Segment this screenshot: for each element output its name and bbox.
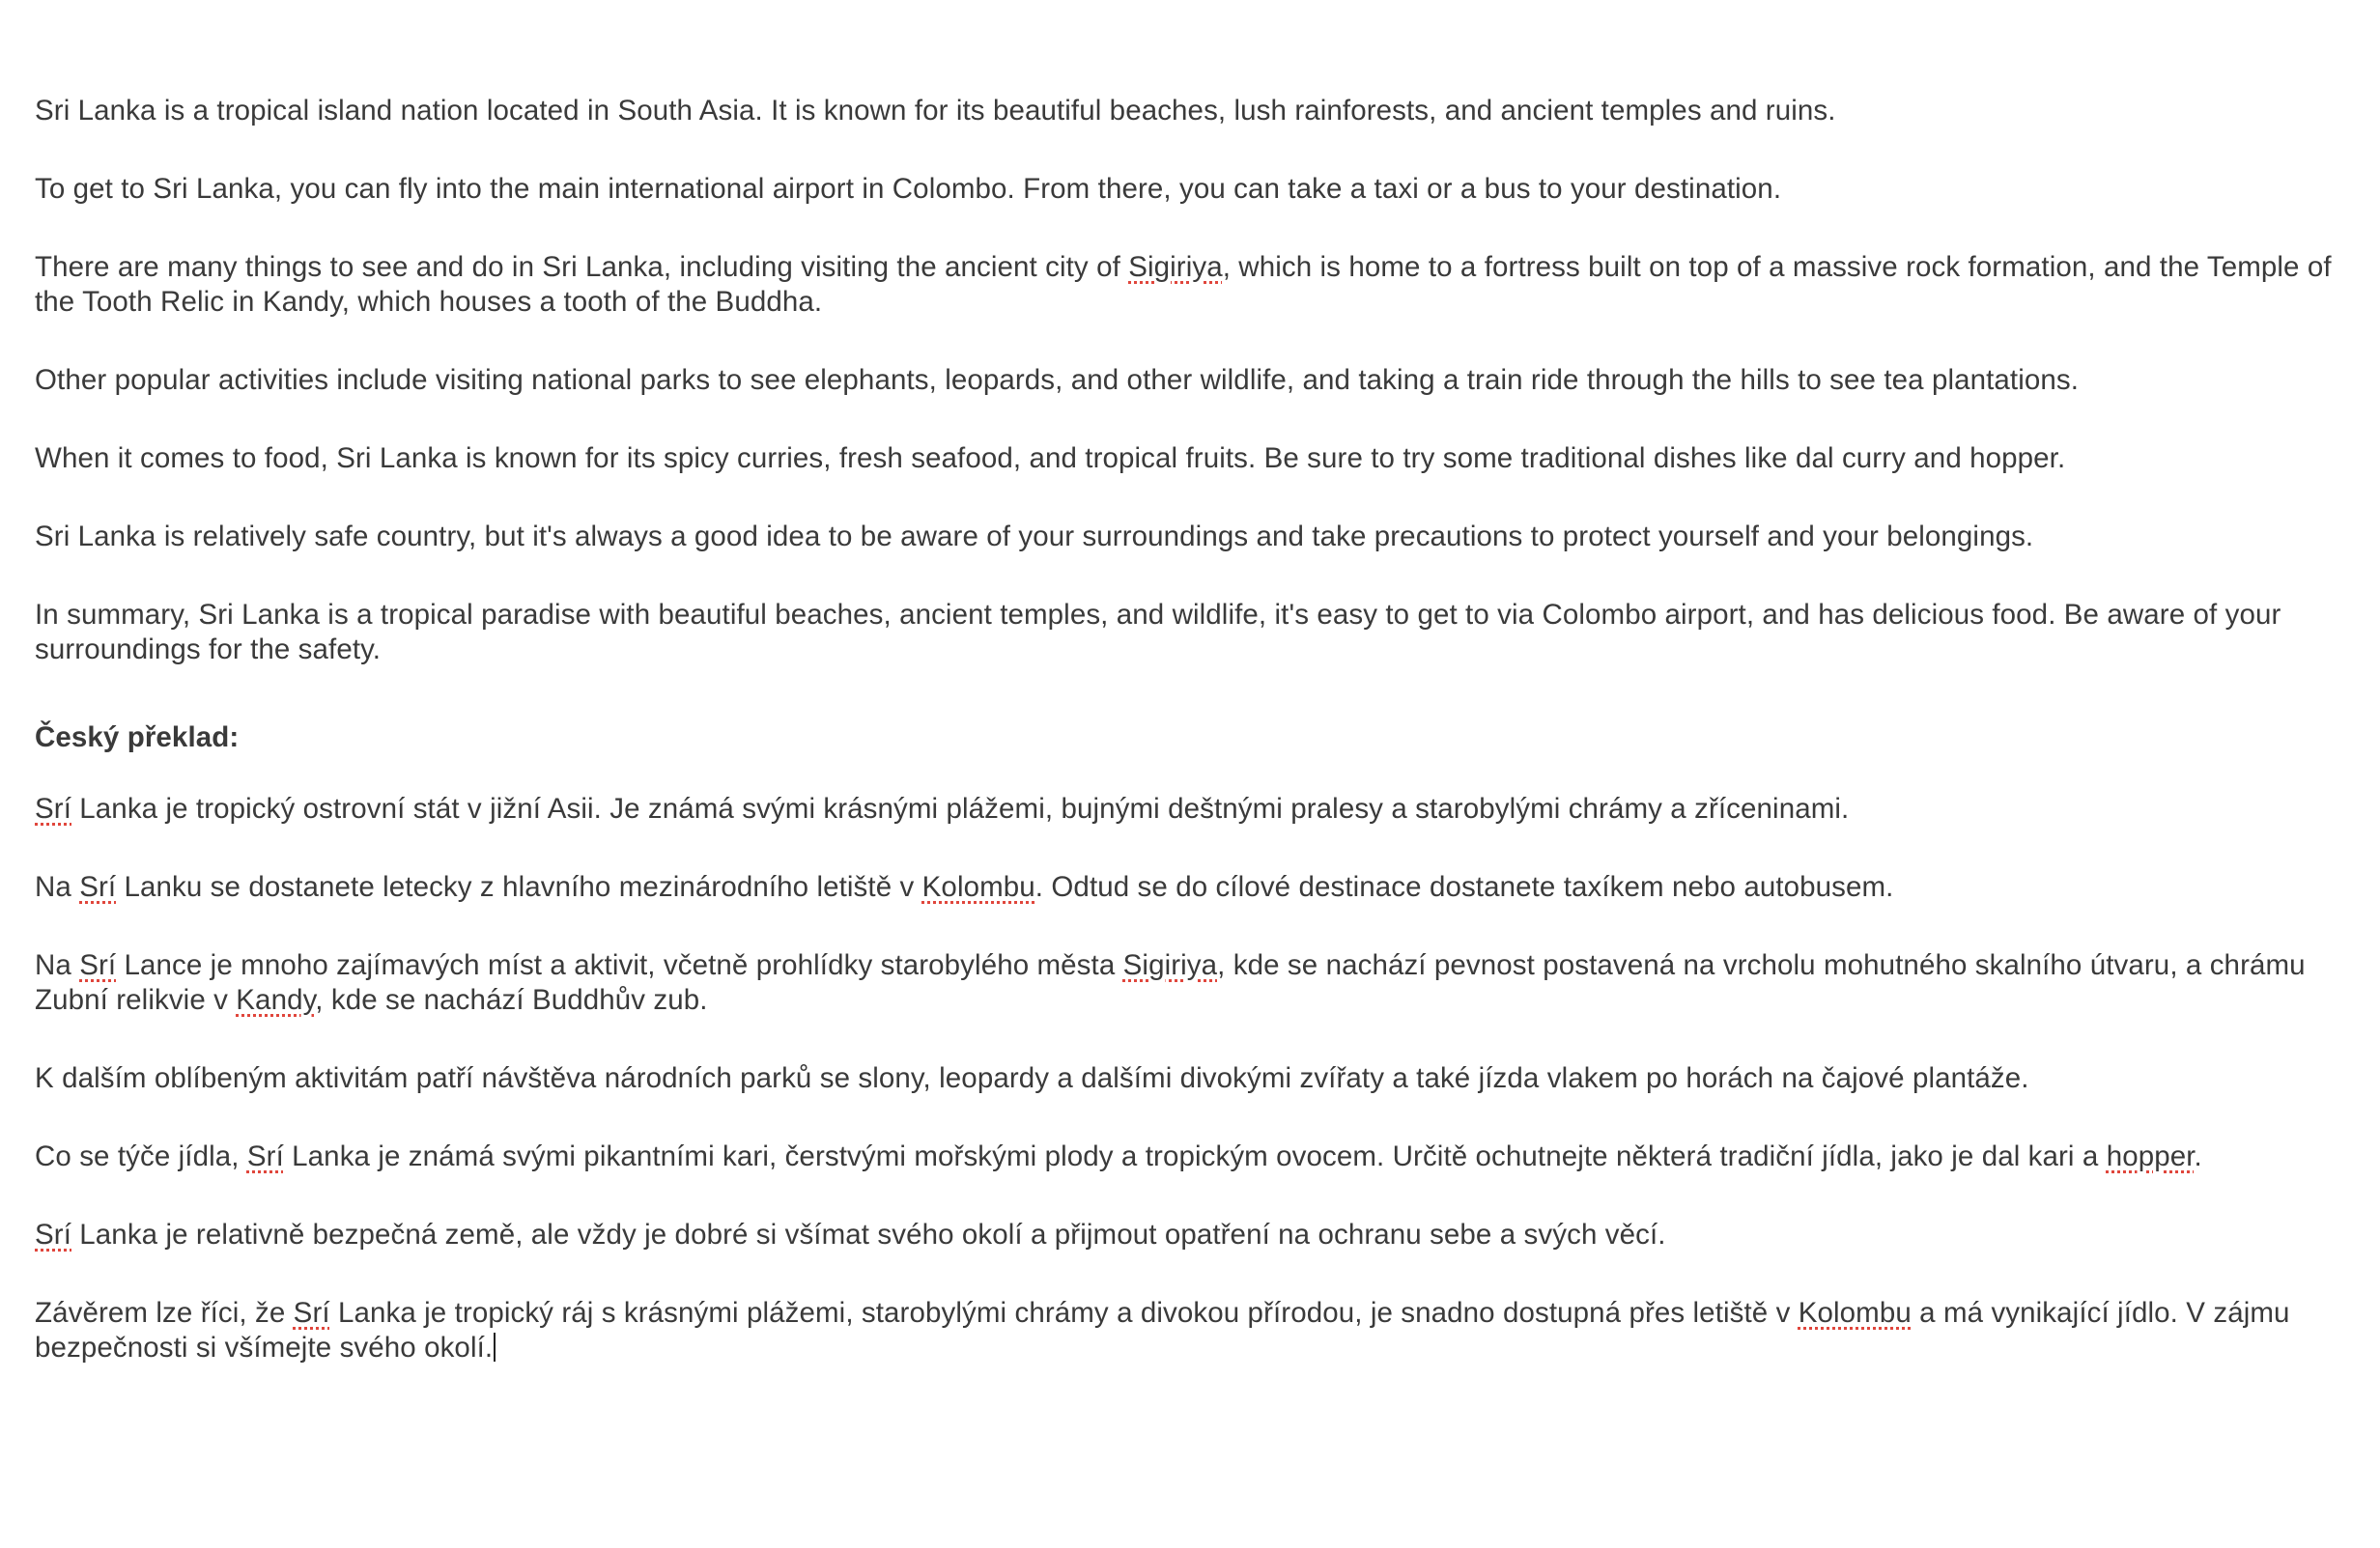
czech-paragraph-7: Závěrem lze říci, že Srí Lanka je tropický ráj s krásnými plážemi, starobylými chrámy a divokou přírodou, je snadno dostupná přes letiště v Kolombu a má vynikající jídlo. V zájmu bezpečnosti si všímejte svého okolí. <box>35 1297 2290 1364</box>
misspelled-word[interactable]: Srí <box>246 1140 284 1172</box>
misspelled-word[interactable]: Srí <box>79 949 117 981</box>
misspelled-word[interactable]: Sigiriya <box>1128 251 1223 283</box>
misspelled-word[interactable]: Kolombu <box>1798 1297 1912 1329</box>
misspelled-word[interactable]: Sigiriya <box>1122 949 1218 981</box>
english-paragraph-6: Sri Lanka is relatively safe country, but it's always a good idea to be aware of your surroundings and take precautions to protect yourself and your belongings. <box>35 521 2034 552</box>
czech-paragraph-5: Co se týče jídla, Srí Lanka je známá svými pikantními kari, čerstvými mořskými plody a tropickým ovocem. Určitě ochutnejte některá tradiční jídla, jako je dal kari a hopper. <box>35 1140 2202 1172</box>
english-paragraph-1: Sri Lanka is a tropical island nation located in South Asia. It is known for its beautiful beaches, lush rainforests, and ancient temples and ruins. <box>35 95 1836 127</box>
english-paragraph-4: Other popular activities include visiting national parks to see elephants, leopards, and other wildlife, and taking a train ride through the hills to see tea plantations. <box>35 364 2080 396</box>
english-paragraph-5: When it comes to food, Sri Lanka is known for its spicy curries, fresh seafood, and tropical fruits. Be sure to try some traditional dishes like dal curry and hopper. <box>35 442 2066 474</box>
czech-paragraph-3: Na Srí Lance je mnoho zajímavých míst a aktivit, včetně prohlídky starobylého města Sigiriya, kde se nachází pevnost postavená na vrcholu mohutného skalního útvaru, a chrámu Zubní relikvie v Kandy, kde se nachází Buddhův zub. <box>35 949 2306 1016</box>
misspelled-word[interactable]: Srí <box>293 1297 330 1329</box>
english-paragraph-2: To get to Sri Lanka, you can fly into the main international airport in Colombo. From there, you can take a taxi or a bus to your destination. <box>35 173 1782 205</box>
misspelled-word[interactable]: hopper <box>2106 1140 2195 1172</box>
misspelled-word[interactable]: Srí <box>35 793 71 825</box>
misspelled-word[interactable]: Kolombu <box>921 871 1035 903</box>
text-cursor <box>494 1333 496 1362</box>
misspelled-word[interactable]: Srí <box>79 871 117 903</box>
czech-paragraph-1: Srí Lanka je tropický ostrovní stát v jižní Asii. Je známá svými krásnými plážemi, bujnými deštnými pralesy a starobylými chrámy a zříceninami. <box>35 793 1850 825</box>
english-paragraph-7: In summary, Sri Lanka is a tropical paradise with beautiful beaches, ancient temples, and wildlife, it's easy to get to via Colombo airport, and has delicious food. Be aware of your surroundings for the safety. <box>35 599 2281 665</box>
czech-paragraph-4: K dalším oblíbeným aktivitám patří návštěva národních parků se slony, leopardy a dalšími divokými zvířaty a také jízda vlakem po horách na čajové plantáže. <box>35 1062 2029 1094</box>
misspelled-word[interactable]: Kandy <box>236 984 316 1016</box>
czech-translation-heading: Český překlad: <box>35 721 240 753</box>
czech-paragraph-6: Srí Lanka je relativně bezpečná země, ale vždy je dobré si všímat svého okolí a přijmout opatření na ochranu sebe a svých věcí. <box>35 1219 1666 1251</box>
text-editor[interactable] <box>35 94 2353 1409</box>
misspelled-word[interactable]: Srí <box>35 1219 71 1251</box>
czech-paragraph-2: Na Srí Lanku se dostanete letecky z hlavního mezinárodního letiště v Kolombu. Odtud se do cílové destinace dostanete taxíkem nebo autobusem. <box>35 871 1894 903</box>
english-paragraph-3: There are many things to see and do in Sri Lanka, including visiting the ancient city of Sigiriya, which is home to a fortress built on top of a massive rock formation, and the Temple of the Tooth Relic in Kandy, which houses a tooth of the Buddha. <box>35 251 2332 318</box>
